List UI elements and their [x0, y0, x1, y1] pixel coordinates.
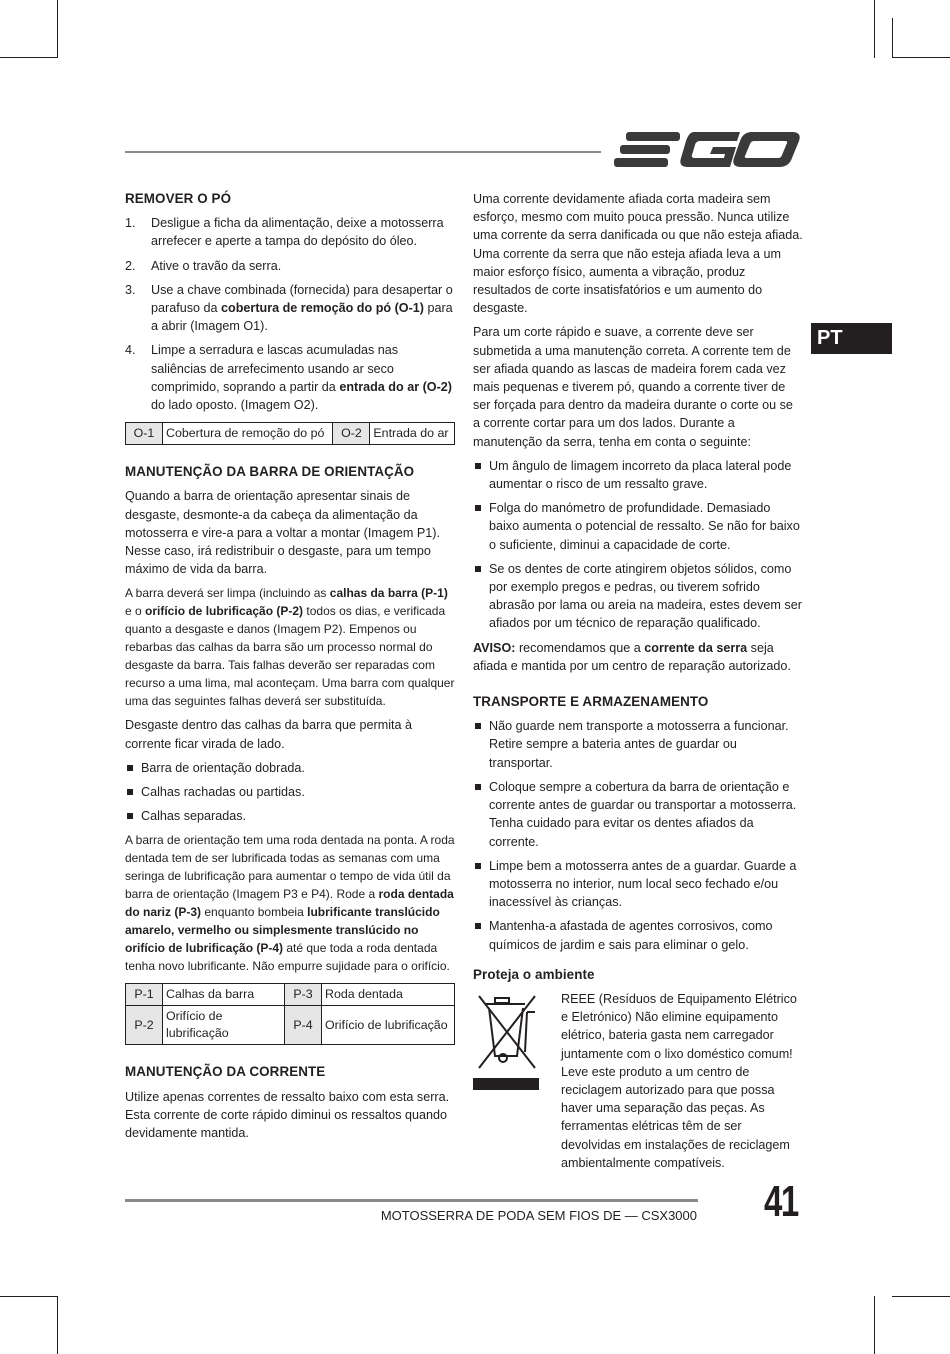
- list-item: Um ângulo de limagem incorreto da placa lateral pode aumentar o risco de um ressalto grave.: [473, 457, 803, 493]
- environment-block: [473, 990, 803, 1172]
- section-title-remove-dust: REMOVER O PÓ: [125, 191, 232, 206]
- header-rule: [125, 151, 601, 153]
- paragraph: Uma corrente devidamente afiada corta madeira sem esforço, mesmo com muito pouca pressão. Nunca utilize uma corrente da serra danificada ou que não esteja afiada. Uma corrente da serra que não esteja afiada leva a um maior esforço físico, aumenta a vibração, produz resultados de corte insatisfatórios e um aumento do desgaste.: [473, 192, 803, 316]
- transport-list: [473, 717, 803, 953]
- footer-text: MOTOSSERRA DE PODA SEM FIOS DE — CSX3000: [380, 1208, 697, 1223]
- list-item: Se os dentes de corte atingirem objetos sólidos, como por exemplo pregos e pedras, ou tiverem sofrido abrasão por lama ou areia na madeira, estes devem ser afiados por um técnico de reparação qualificado.: [473, 560, 803, 633]
- section-title-environment: Proteja o ambiente: [473, 966, 595, 982]
- crop-mark: [892, 57, 950, 58]
- paragraph: Utilize apenas correntes de ressalto baixo com esta serra. Esta corrente de corte rápido diminui os ressaltos quando devidamente mantida.: [125, 1089, 450, 1141]
- list-item: Calhas rachadas ou partidas.: [125, 783, 455, 801]
- table-row: O-1 Cobertura de remoção do pó O-2 Entrada do ar: [126, 423, 455, 445]
- crop-mark: [0, 1296, 58, 1297]
- language-tab-label: PT: [817, 327, 843, 349]
- footer-rule: [125, 1199, 698, 1202]
- left-column: [125, 190, 455, 1148]
- list-item: Não guarde nem transporte a motosserra a funcionar. Retire sempre a bateria antes de guardar ou transportar.: [473, 717, 803, 772]
- crop-mark: [874, 0, 875, 58]
- remove-dust-parts-table: [125, 422, 455, 445]
- paragraph: A barra de orientação tem uma roda dentada na ponta. A roda dentada tem de ser lubrificada todas as semanas com uma seringa de lubrificação para aumentar o tempo de vida útil da barra de orientação (Imagem P3 e P4). Rode a roda dentada do nariz (P-3) enquanto bombeia lubrificante translúcido amarelo, vermelho ou simplesmente translúcido no orifício de lubrificação (P-4) até que toda a roda dentada tenha novo lubrificante. Não empurre sujidade para o orifício.: [125, 833, 455, 974]
- crop-mark: [892, 1296, 950, 1297]
- list-item: 4. Limpe a serradura e lascas acumuladas nas saliências de arrefecimento usando ar seco comprimido, soprando a partir da entrada do ar (O-2) do lado oposto. (Imagem O2).: [125, 343, 452, 413]
- section-title-transport: TRANSPORTE E ARMAZENAMENTO: [473, 694, 709, 710]
- crop-mark: [892, 18, 893, 58]
- warning-note: AVISO: recomendamos que a corrente da serra seja afiada e mantida por um centro de reparação autorizado.: [473, 640, 791, 673]
- table-row: P-1 Calhas da barra P-3 Roda dentada: [126, 984, 455, 1006]
- list-item: Coloque sempre a cobertura da barra de orientação e corrente antes de guardar ou transportar a motosserra. Tenha cuidado para evitar os dentes afiados da corrente.: [473, 778, 803, 851]
- crop-mark: [57, 1296, 58, 1354]
- environment-text: REEE (Resíduos de Equipamento Elétrico e Eletrónico) Não elimine equipamento elétrico, bateria gasta nem carregador juntamente com o lixo doméstico comum! Leve este produto a um centro de reciclagem autorizado para que possa haver uma separação das peças. As ferramentas elétricas têm de ser devolvidas em instalações de reciclagem ambientalmente compatíveis.: [561, 991, 797, 1170]
- table-row: P-2 Orifício de lubrificação P-4 Orifício de lubrificação: [126, 1006, 455, 1045]
- remove-dust-steps: [125, 214, 455, 414]
- crop-mark: [0, 57, 58, 58]
- list-item: Limpe bem a motosserra antes de a guardar. Guarde a motosserra no interior, num local seco fechado e/ou inacessível às crianças.: [473, 857, 803, 912]
- list-item: Mantenha-a afastada de agentes corrosivos, como químicos de jardim e sais para eliminar o gelo.: [473, 917, 803, 953]
- paragraph: Desgaste dentro das calhas da barra que permita à corrente ficar virada de lado.: [125, 718, 413, 751]
- section-title-chain: MANUTENÇÃO DA CORRENTE: [125, 1064, 326, 1080]
- paragraph: Quando a barra de orientação apresentar sinais de desgaste, desmonte-a da cabeça da alimentação da motosserra e vire-a para a voltar a montar (Imagem P1). Nesse caso, irá redistribuir o desgaste, para um tempo máximo de vida da barra.: [125, 489, 440, 577]
- crop-mark: [874, 1296, 875, 1354]
- list-item: 3. Use a chave combinada (fornecida) para desapertar o parafuso da cobertura de remoção do pó (O-1) para a abrir (Imagem O1).: [125, 282, 453, 334]
- bar-parts-table: [125, 983, 455, 1045]
- paragraph: Para um corte rápido e suave, a corrente deve ser submetida a uma manutenção correta. A corrente tem de ser afiada quando as lascas de madeira forem cada vez mais pequenas e tiverem pó, quando a corrente tiver de ser forçada para dentro da madeira durante o corte ou se a corrente cortar para um dos lados. Durante a manutenção da serra, tenha em conta o seguinte:: [473, 325, 793, 449]
- weee-bin-icon: [473, 990, 561, 1172]
- chain-notes-list: [473, 457, 803, 633]
- language-tab: [811, 323, 892, 354]
- page-number: 41: [764, 1177, 798, 1226]
- warning-label: AVISO:: [473, 640, 516, 655]
- list-item: Folga do manómetro de profundidade. Demasiado baixo aumenta o potencial de ressalto. Se não for baixo o suficiente, diminui a capacidade de corte.: [473, 499, 803, 554]
- list-item: Barra de orientação dobrada.: [125, 759, 455, 777]
- right-column: [473, 190, 803, 1172]
- list-item: Calhas separadas.: [125, 807, 455, 825]
- bar-defects-list: [125, 759, 455, 826]
- crop-mark: [57, 0, 58, 58]
- list-item: 2. Ative o travão da serra.: [125, 258, 282, 273]
- ego-logo: [612, 128, 802, 172]
- section-title-bar: MANUTENÇÃO DA BARRA DE ORIENTAÇÃO: [125, 464, 415, 480]
- paragraph: A barra deverá ser limpa (incluindo as calhas da barra (P-1) e o orifício de lubrificação (P-2) todos os dias, e verificada quanto a desgaste e danos (Imagem P2). Empenos ou rebarbas das calhas da barra são um processo normal do desgaste da barra. Tais falhas deverão ser reparadas com recurso a uma lima, mal aconteçam. Uma barra com qualquer uma das seguintes falhas deverá ser substituída.: [125, 586, 455, 709]
- list-item: 1. Desligue a ficha da alimentação, deixe a motosserra arrefecer e aperte a tampa do depósito do óleo.: [125, 216, 444, 249]
